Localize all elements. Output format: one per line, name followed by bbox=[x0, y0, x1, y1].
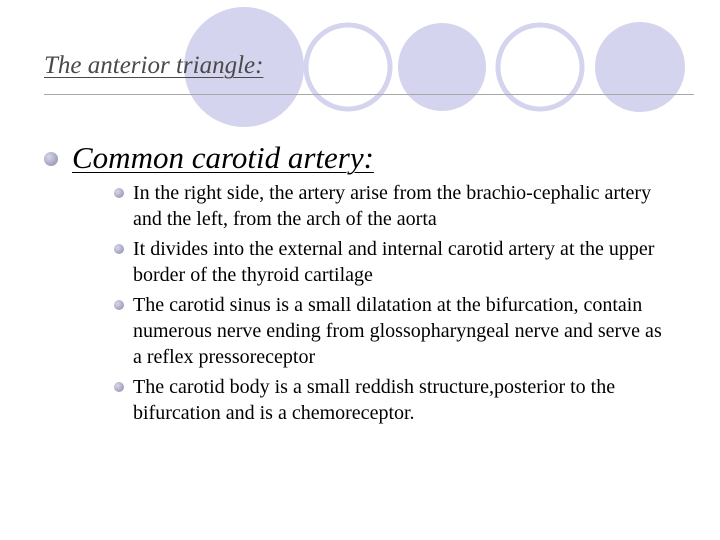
decor-circle-2 bbox=[306, 25, 390, 109]
bullet-icon bbox=[114, 300, 124, 310]
decor-circle-3 bbox=[398, 23, 486, 111]
slide-title: The anterior triangle: bbox=[44, 52, 264, 79]
bullet-list bbox=[112, 180, 672, 430]
decor-circle-4 bbox=[498, 25, 582, 109]
main-bullet bbox=[44, 140, 374, 176]
title-divider bbox=[44, 94, 694, 95]
list-item-text: It divides into the external and internal carotid artery at the upper border of the thyroid cartilage bbox=[133, 238, 655, 286]
bullet-icon bbox=[114, 382, 124, 392]
list-item bbox=[112, 236, 672, 288]
list-item bbox=[112, 374, 672, 426]
decor-circle-5 bbox=[595, 22, 685, 112]
bullet-icon bbox=[114, 244, 124, 254]
list-item-text: In the right side, the artery arise from the brachio-cephalic artery and the left, from the arch of the aorta bbox=[133, 182, 652, 230]
list-item-text: The carotid sinus is a small dilatation at the bifurcation, contain numerous nerve ending from glossopharyngeal nerve and serve as a reflex pressoreceptor bbox=[133, 294, 662, 368]
list-item bbox=[112, 180, 672, 232]
list-item bbox=[112, 292, 672, 370]
list-item-text: The carotid body is a small reddish structure,posterior to the bifurcation and is a chemoreceptor. bbox=[133, 376, 616, 424]
bullet-icon bbox=[44, 152, 58, 166]
bullet-icon bbox=[114, 188, 124, 198]
section-heading: Common carotid artery: bbox=[72, 140, 374, 175]
